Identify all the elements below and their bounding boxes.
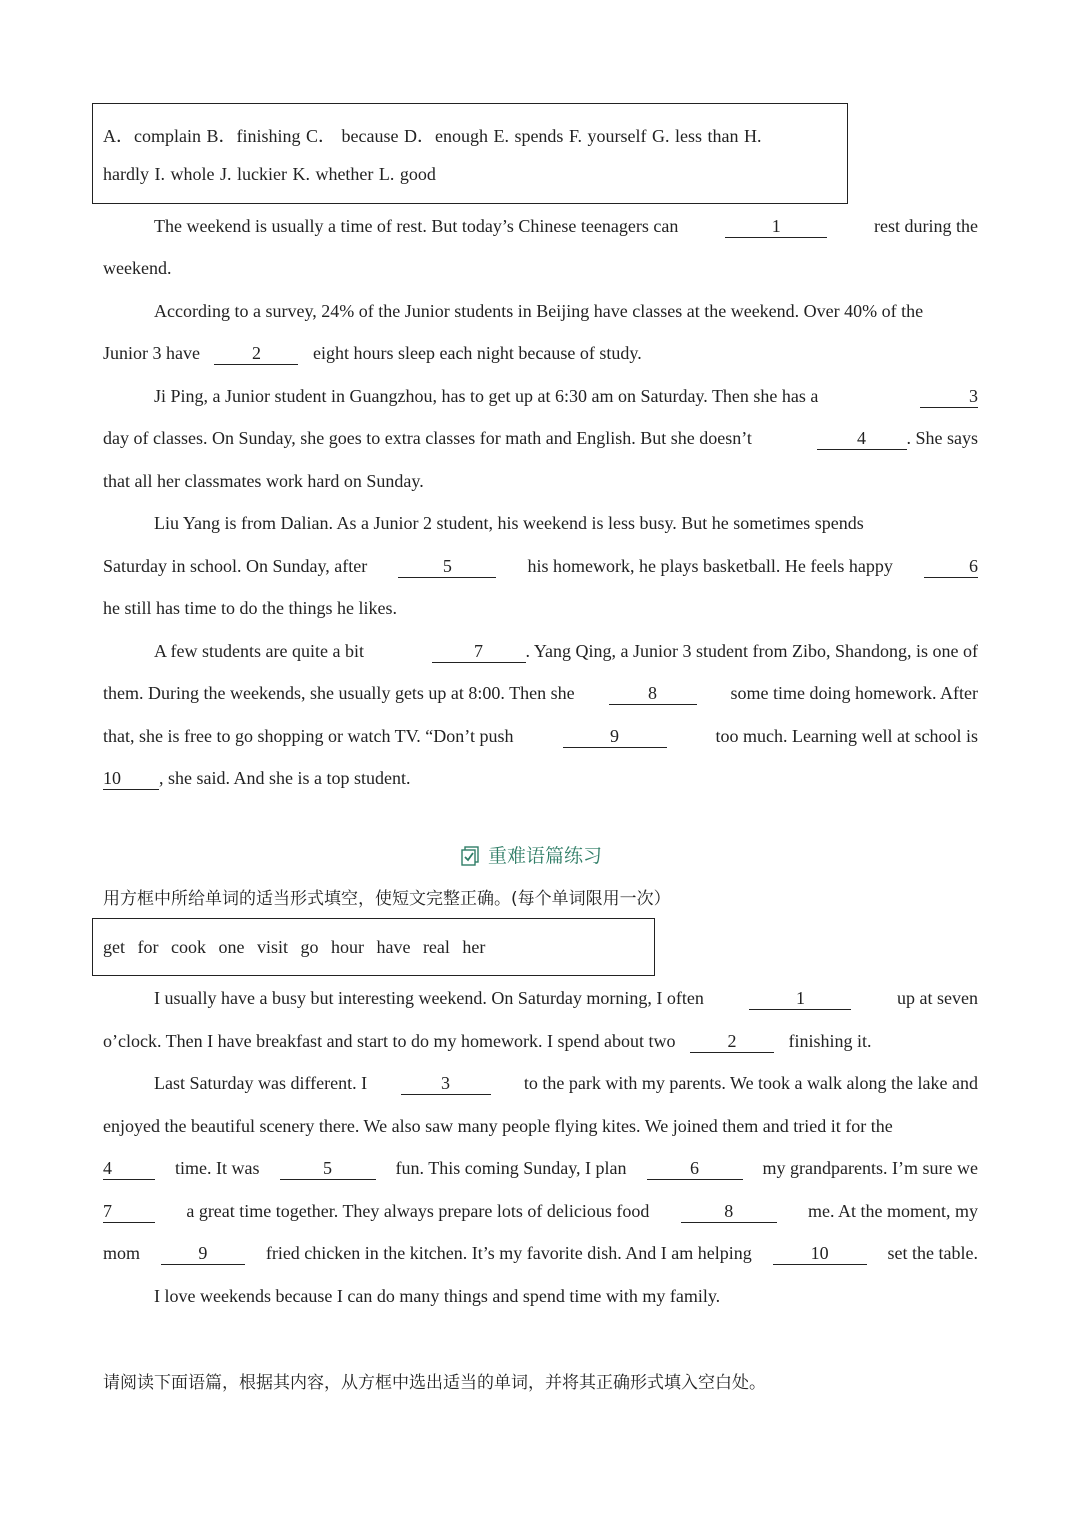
s2-blank-6: 6 — [647, 1158, 743, 1180]
word-box-2-row: get for cook one visit go hour have real her — [103, 937, 486, 957]
s1-p4-line2: Saturday in school. On Sunday, after 5 his homework, he plays basketball. He feels happy 6 — [103, 556, 978, 576]
section-heading-text: 重难语篇练习 — [488, 845, 603, 867]
s1-p1-line2: weekend. — [103, 258, 172, 278]
s1-p5-line3: that, she is free to go shopping or watch TV. “Don’t push 9 too much. Learning well at school is — [103, 726, 978, 746]
s2-blank-5: 5 — [280, 1158, 376, 1180]
s1-p2-line1: According to a survey, 24% of the Junior students in Beijing have classes at the weekend. Over 40% of the — [154, 301, 924, 321]
blank-9: 9 — [563, 726, 667, 748]
s1-p4-line1: Liu Yang is from Dalian. As a Junior 2 student, his weekend is less busy. But he sometimes spends — [154, 513, 864, 533]
s2-p2-line4: 7 a great time together. They always prepare lots of delicious food 8 me. At the moment, my — [103, 1201, 978, 1221]
s2-blank-9: 9 — [161, 1243, 245, 1265]
s1-p2-line2: Junior 3 have 2 eight hours sleep each night because of study. — [103, 343, 642, 363]
s1-p5-line2: them. During the weekends, she usually gets up at 8:00. Then she 8 some time doing homework. After — [103, 683, 978, 703]
blank-1: 1 — [725, 216, 827, 238]
blank-7: 7 — [432, 641, 526, 663]
s1-p4-line3: he still has time to do the things he likes. — [103, 598, 397, 618]
checklist-icon — [460, 846, 480, 866]
s2-p1-line2: o’clock. Then I have breakfast and start to do my homework. I spend about two 2 finishing it. — [103, 1031, 872, 1051]
s2-p3-line1: I love weekends because I can do many things and spend time with my family. — [154, 1286, 721, 1306]
s1-p1-line1: The weekend is usually a time of rest. But today’s Chinese teenagers can 1 rest during the — [154, 216, 978, 236]
blank-4: 4 — [817, 428, 907, 450]
s2-blank-7: 7 — [103, 1201, 155, 1223]
s2-blank-10: 10 — [773, 1243, 867, 1265]
s2-blank-4: 4 — [103, 1158, 155, 1180]
section-heading — [460, 842, 602, 870]
s2-blank-2: 2 — [690, 1031, 774, 1053]
s2-blank-3: 3 — [401, 1073, 491, 1095]
s2-p2-line3: 4 time. It was 5 fun. This coming Sunday, I plan 6 my grandparents. I’m sure we — [103, 1158, 978, 1178]
blank-5: 5 — [398, 556, 496, 578]
word-box-2 — [92, 918, 655, 976]
word-box-1-row-1: A．complain B．finishing C． because D．enough E. spends F. yourself G. less than H. — [103, 126, 762, 146]
s2-blank-8: 8 — [681, 1201, 777, 1223]
s2-p1-line1: I usually have a busy but interesting weekend. On Saturday morning, I often 1 up at seven — [154, 988, 978, 1008]
section2-instruction: 用方框中所给单词的适当形式填空，使短文完整正确。(每个单词限用一次） — [103, 889, 671, 909]
blank-3: 3 — [920, 386, 978, 408]
s2-p2-line1: Last Saturday was different. I 3 to the park with my parents. We took a walk along the lake and — [154, 1073, 978, 1093]
s1-p3-line2: day of classes. On Sunday, she goes to extra classes for math and English. But she doesn’t 4 . She says — [103, 428, 978, 448]
s1-p5-line4: 10 , she said. And she is a top student. — [103, 768, 411, 788]
section3-instruction: 请阅读下面语篇，根据其内容，从方框中选出适当的单词，并将其正确形式填入空白处。 — [103, 1373, 766, 1393]
s1-p5-line1: A few students are quite a bit 7 . Yang Qing, a Junior 3 student from Zibo, Shandong, is one of — [154, 641, 978, 661]
s2-p2-line5: mom 9 fried chicken in the kitchen. It’s my favorite dish. And I am helping 10 set the table. — [103, 1243, 978, 1263]
blank-2: 2 — [214, 343, 298, 365]
s1-p3-line1: Ji Ping, a Junior student in Guangzhou, has to get up at 6:30 am on Saturday. Then she has a 3 — [154, 386, 978, 406]
word-box-1-row-2: hardly I. whole J. luckier K. whether L. good — [103, 164, 436, 184]
s2-blank-1: 1 — [749, 988, 851, 1010]
s1-p3-line3: that all her classmates work hard on Sunday. — [103, 471, 424, 491]
blank-8: 8 — [609, 683, 697, 705]
blank-6: 6 — [924, 556, 978, 578]
s2-p2-line2: enjoyed the beautiful scenery there. We also saw many people flying kites. We joined them and tried it for the — [103, 1116, 893, 1136]
word-box-1 — [92, 103, 848, 204]
blank-10: 10 — [103, 768, 159, 790]
